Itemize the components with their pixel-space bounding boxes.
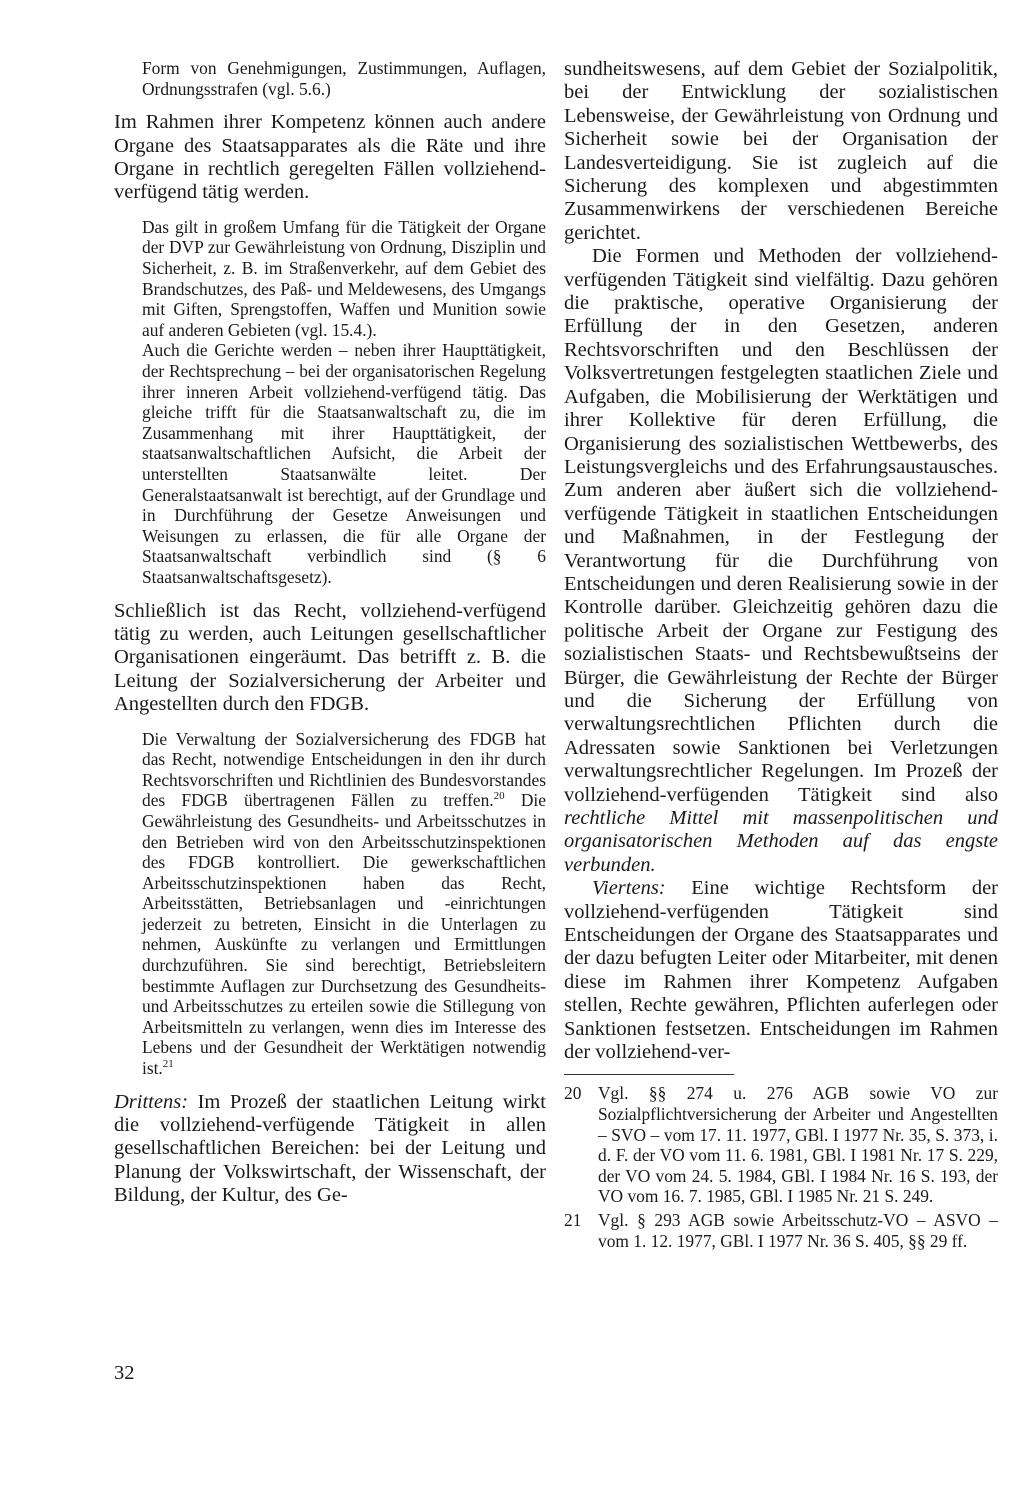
footnote-20-text: Vgl. §§ 274 u. 276 AGB sowie VO zur Sozialpflichtversicherung der Arbeiter und Angestellten – SVO – vom 17. 11. 1977, GBl. I 1977 Nr. 35, S. 373, i. d. F. der VO vom 11. 6. 1981, GBl. I 1981 Nr. 17 S. 229, der VO vom 24. 5. 1984, GBl. I 1984 Nr. 16 S. 193, der VO vom 16. 7. 1985, GBl. I 1985 Nr. 21 S. 249. — [598, 1083, 998, 1207]
left-paragraph-4: Auch die Gerichte werden – neben ihrer Haupttätigkeit, der Rechtsprechung – bei der organisatorischen Regelung ihrer inneren Arbeit vollziehend-verfügend tätig. Das gleiche trifft für die Staatsanwaltschaft zu, die im Zusammenhang mit ihrer Haupttätigkeit, der staatsanwaltschaftlichen Aufsicht, die Arbeit der unterstellten Staatsanwälte leitet. Der Generalstaatsanwalt ist berechtigt, auf der Grundlage und in Durchführung der Gesetze Anweisungen und Weisungen zu erlassen, die für alle Organe der Staatsanwaltschaft verbindlich sind (§ 6 Staatsanwaltschaftsgesetz). — [142, 340, 546, 587]
page-number: 32 — [114, 1362, 135, 1384]
footnote-21 — [564, 1210, 998, 1251]
right-paragraph-2-text: Die Formen und Methoden der vollziehend-verfügenden Tätigkeit sind vielfältig. Dazu gehören die praktische, operative Organisierung der Erfüllung der in den Gesetzen, anderen Rechtsvorschriften und den Beschlüssen der Volksvertretungen festgelegten staatlichen Ziele und Aufgaben, die Mobilisierung der Werktätigen und ihrer Kollektive für deren Erfüllung, die Organisierung des sozialistischen Wettbewerbs, des Leistungsvergleichs und des Erfahrungsaustausches. Zum anderen aber äußert sich die vollziehend-verfügende Tätigkeit in staatlichen Entscheidungen und Maßnahmen, in der Festlegung der Verantwortung für die Durchführung von Entscheidungen und deren Realisierung sowie in der Kontrolle darüber. Gleichzeitig gehören dazu die politische Arbeit der Organe zur Festigung des sozialistischen Staats- und Rechtsbewußtseins der Bürger, die Gewährleistung der Rechte der Bürger und die Sicherung der Erfüllung von verwaltungsrechtlichen Pflichten durch die Adressaten sowie Sanktionen bei Verletzungen verwaltungsrechtlicher Regelungen. Im Prozeß der vollziehend-verfügenden Tätigkeit sind also — [564, 245, 998, 806]
left-paragraph-6 — [114, 729, 546, 1079]
footnote-20 — [564, 1083, 998, 1207]
left-paragraph-1: Form von Genehmigungen, Zustimmungen, Auflagen, Ordnungsstrafen (vgl. 5.6.) — [142, 58, 546, 99]
left-paragraph-3: Das gilt in großem Umfang für die Tätigkeit der Organe der DVP zur Gewährleistung von Ordnung, Disziplin und Sicherheit, z. B. im Straßenverkehr, auf dem Gebiet des Brandschutzes, des Paß- und Meldewesens, des Umgangs mit Giften, Sprengstoffen, Waffen und Munition sowie auf anderen Gebieten (vgl. 15.4.). — [142, 216, 546, 340]
footnote-21-number: 21 — [564, 1210, 582, 1231]
footnote-21-text: Vgl. § 293 AGB sowie Arbeitsschutz-VO – ASVO – vom 1. 12. 1977, GBl. I 1977 Nr. 36 S. 405, §§ 29 ff. — [598, 1210, 998, 1251]
left-paragraph-7-text: Im Prozeß der staatlichen Leitung wirkt die vollziehend-verfügende Tätigkeit in allen gesellschaftlichen Bereichen: bei der Leitung und Planung der Volkswirtschaft, der Wissenschaft, der Bildung, der Kultur, des Ge- — [114, 1090, 546, 1207]
left-paragraph-6b: Die Gewährleistung des Gesundheits- und Arbeitsschutzes in den Betrieben wird von den Arbeitsschutzinspektionen des FDGB kontrolliert. Die gewerkschaftlichen Arbeitsschutzinspektionen haben das Recht, Arbeitsstätten, Betriebsanlagen und -einrichtungen jederzeit zu betreten, Einsicht in die Unterlagen zu nehmen, Auskünfte zu verlangen und Ermittlungen durchzuführen. Sie sind berechtigt, Betriebsleitern bestimmte Auflagen zur Durchsetzung des Gesundheits- und Arbeitsschutzes zu erteilen sowie die Stillegung von Arbeitsmitteln zu verlangen, wenn dies im Interesse des Lebens und der Gesundheit der Werktätigen notwendig ist. — [142, 790, 546, 1079]
right-column — [564, 58, 998, 1254]
footnote-divider — [564, 1074, 734, 1075]
right-paragraph-3 — [564, 877, 998, 1064]
footnote-ref-21[interactable]: 21 — [162, 1058, 174, 1071]
right-paragraph-1: sundheitswesens, auf dem Gebiet der Sozialpolitik, bei der Entwicklung der sozialistischen Lebensweise, der Gewährleistung von Ordnung und Sicherheit sowie bei der Organisation der Landesverteidigung. Sie ist zugleich auf die Sicherung des komplexen und abgestimmten Zusammenwirkens der verschiedenen Bereiche gerichtet. — [564, 58, 998, 244]
footnote-ref-20[interactable]: 20 — [493, 790, 505, 803]
footnote-20-number: 20 — [564, 1083, 582, 1104]
left-column — [114, 58, 546, 1208]
right-paragraph-2 — [564, 245, 998, 877]
viertens-lead: Viertens: — [592, 877, 666, 900]
right-paragraph-3-text: Eine wichtige Rechtsform der vollziehend-verfügenden Tätigkeit sind Entscheidungen der Organe des Staatsapparates und der dazu befugten Leiter oder Mitarbeiter, mit denen diese im Rahmen ihrer Kompetenz Aufgaben stellen, Rechte gewähren, Pflichten auferlegen oder Sanktionen festsetzen. Entscheidungen im Rahmen der vollziehend-ver- — [564, 877, 998, 1064]
drittens-lead: Drittens: — [114, 1090, 189, 1113]
left-paragraph-7 — [114, 1091, 546, 1208]
left-paragraph-6a: Die Verwaltung der Sozialversicherung des FDGB hat das Recht, notwendige Entscheidungen in den ihr durch Rechtsvorschriften und Richtlinien des Bundesvorstandes des FDGB übertragenen Fällen zu treffen. — [142, 728, 546, 811]
right-paragraph-2-emphasis: rechtliche Mittel mit massenpolitischen und organisatorischen Methoden auf das engste verbunden. — [564, 807, 998, 876]
left-paragraph-5: Schließlich ist das Recht, vollziehend-verfügend tätig zu werden, auch Leitungen gesellschaftlicher Organisationen eingeräumt. Das betrifft z. B. die Leitung der Sozialversicherung der Arbeiter und Angestellten durch den FDGB. — [114, 599, 546, 716]
left-paragraph-2: Im Rahmen ihrer Kompetenz können auch andere Organe des Staatsapparates als die Räte und ihre Organe in rechtlich geregelten Fällen vollziehend-verfügend tätig werden. — [114, 111, 546, 204]
